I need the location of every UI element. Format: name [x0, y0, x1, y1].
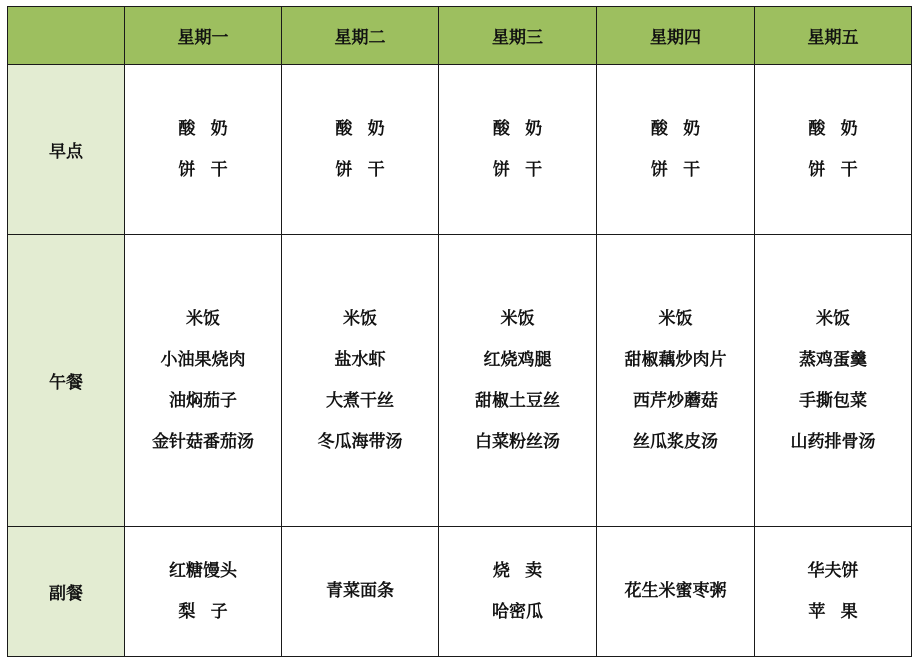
breakfast-monday-cell — [125, 65, 282, 235]
lunch-row — [8, 235, 912, 527]
dish: 饼干 — [650, 159, 716, 180]
lunch-friday-cell — [755, 235, 912, 527]
dish: 金针菇番茄汤 — [152, 431, 254, 452]
dish: 梨子 — [178, 601, 243, 622]
dish: 甜椒土豆丝 — [475, 390, 560, 411]
dish: 山药排骨汤 — [790, 431, 876, 452]
breakfast-row — [8, 65, 912, 235]
dish: 甜椒藕炒肉片 — [624, 349, 727, 370]
dish: 盐水虾 — [334, 349, 386, 370]
breakfast-tuesday-cell — [282, 65, 439, 235]
snack-row — [8, 527, 912, 657]
lunch-wednesday-cell — [439, 235, 597, 527]
dish: 酸奶 — [335, 118, 400, 139]
dish: 小油果烧肉 — [160, 349, 246, 370]
dish: 青菜面条 — [326, 581, 394, 601]
day-header-friday: 星期五 — [755, 7, 912, 65]
dish: 饼干 — [178, 159, 243, 180]
snack-monday-cell — [125, 527, 282, 657]
dish: 苹果 — [808, 601, 873, 622]
snack-friday-cell — [755, 527, 912, 657]
corner-cell — [8, 7, 125, 65]
dish: 米饭 — [500, 308, 535, 329]
dish: 白菜粉丝汤 — [475, 431, 560, 452]
lunch-thursday-cell — [597, 235, 755, 527]
breakfast-wednesday-cell — [439, 65, 597, 235]
lunch-tuesday-cell — [282, 235, 439, 527]
snack-tuesday-cell — [282, 527, 439, 657]
dish: 大煮干丝 — [326, 390, 394, 411]
dish: 冬瓜海带汤 — [317, 431, 403, 452]
day-header-monday: 星期一 — [125, 7, 282, 65]
dish: 华夫饼 — [807, 560, 859, 581]
dish: 米饭 — [816, 308, 850, 329]
dish: 手撕包菜 — [799, 390, 867, 411]
dish: 酸奶 — [492, 118, 558, 139]
dish: 饼干 — [808, 159, 873, 180]
meal-label-lunch: 午餐 — [8, 235, 125, 527]
snack-thursday-cell — [597, 527, 755, 657]
day-header-tuesday: 星期二 — [282, 7, 439, 65]
dish: 饼干 — [492, 159, 558, 180]
dish: 酸奶 — [808, 118, 873, 139]
snack-wednesday-cell — [439, 527, 597, 657]
header-row — [8, 7, 912, 65]
lunch-monday-cell — [125, 235, 282, 527]
dish: 丝瓜浆皮汤 — [633, 431, 718, 452]
dish: 红糖馒头 — [169, 560, 237, 581]
dish: 米饭 — [658, 308, 693, 329]
dish: 哈密瓜 — [492, 601, 543, 622]
dish: 蒸鸡蛋羹 — [799, 349, 867, 370]
day-header-thursday: 星期四 — [597, 7, 755, 65]
dish: 酸奶 — [178, 118, 243, 139]
dish: 饼干 — [335, 159, 400, 180]
dish: 红烧鸡腿 — [483, 349, 552, 370]
meal-label-breakfast: 早点 — [8, 65, 125, 235]
dish: 米饭 — [186, 308, 220, 329]
breakfast-thursday-cell — [597, 65, 755, 235]
meal-label-snack: 副餐 — [8, 527, 125, 657]
dish: 酸奶 — [650, 118, 716, 139]
breakfast-friday-cell — [755, 65, 912, 235]
dish: 烧卖 — [492, 560, 558, 581]
dish: 米饭 — [343, 308, 377, 329]
day-header-wednesday: 星期三 — [439, 7, 597, 65]
dish: 西芹炒蘑菇 — [633, 390, 718, 411]
dish: 花生米蜜枣粥 — [624, 581, 727, 601]
weekly-menu-table — [7, 6, 912, 657]
dish: 油焖茄子 — [169, 390, 237, 411]
